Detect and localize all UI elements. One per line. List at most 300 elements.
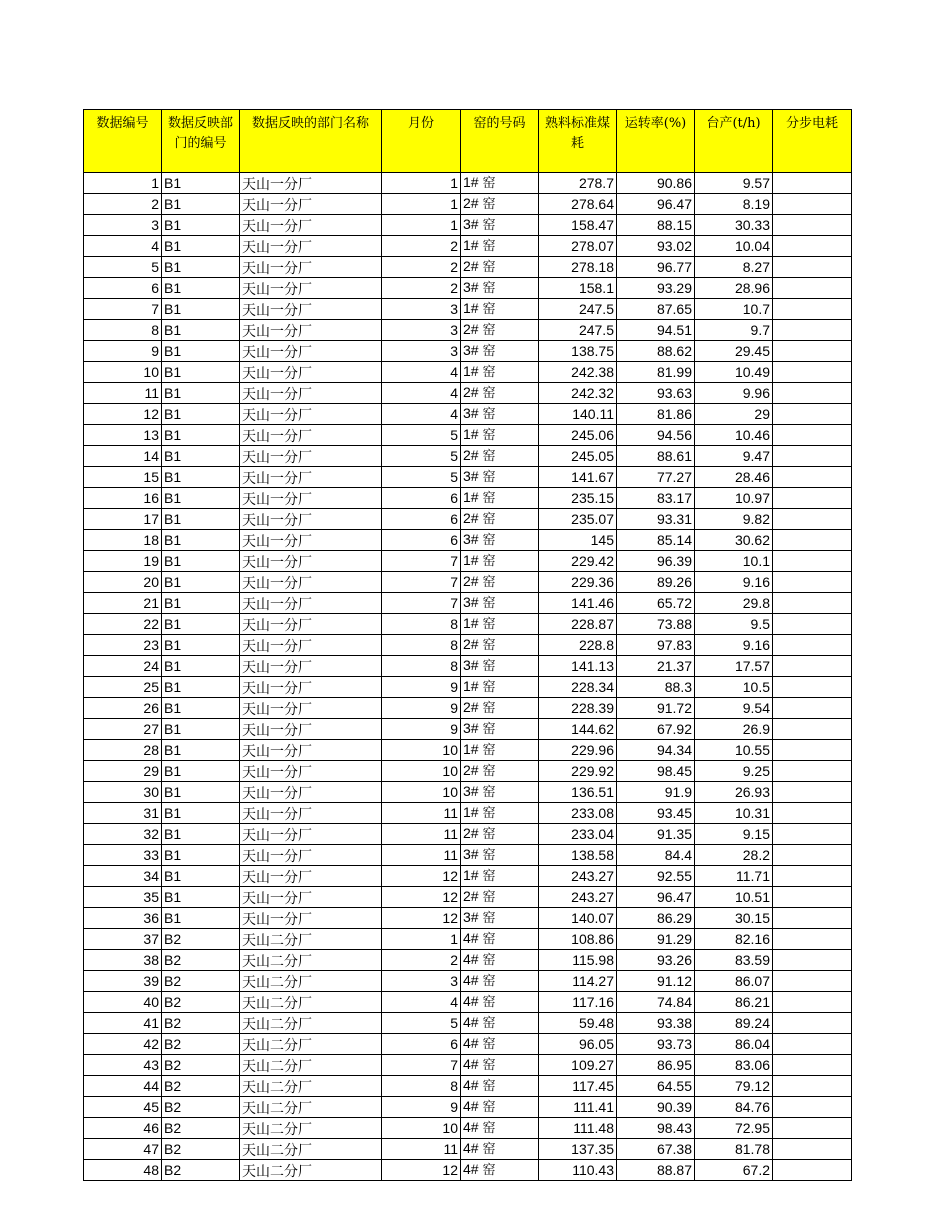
cell-dept-name[interactable]: 天山一分厂 bbox=[240, 866, 382, 887]
cell-month[interactable]: 2 bbox=[382, 278, 461, 299]
cell-data-id[interactable]: 15 bbox=[84, 467, 162, 488]
cell-dept-code[interactable]: B1 bbox=[162, 803, 240, 824]
cell-kiln-no[interactable] bbox=[461, 614, 539, 635]
cell-dept-code[interactable]: B2 bbox=[162, 1013, 240, 1034]
cell-data-id[interactable]: 2 bbox=[84, 194, 162, 215]
cell-coal-consumption[interactable]: 137.35 bbox=[539, 1139, 617, 1160]
cell-month[interactable]: 5 bbox=[382, 425, 461, 446]
cell-power-consumption[interactable] bbox=[773, 908, 852, 929]
cell-dept-name[interactable]: 天山一分厂 bbox=[240, 593, 382, 614]
cell-kiln-no[interactable] bbox=[461, 992, 539, 1013]
cell-output[interactable]: 86.04 bbox=[695, 1034, 773, 1055]
cell-power-consumption[interactable] bbox=[773, 362, 852, 383]
cell-month[interactable]: 5 bbox=[382, 446, 461, 467]
cell-data-id[interactable]: 29 bbox=[84, 761, 162, 782]
cell-dept-code[interactable]: B2 bbox=[162, 1139, 240, 1160]
cell-data-id[interactable]: 3 bbox=[84, 215, 162, 236]
cell-data-id[interactable]: 36 bbox=[84, 908, 162, 929]
cell-kiln-no[interactable] bbox=[461, 593, 539, 614]
cell-month[interactable]: 12 bbox=[382, 887, 461, 908]
cell-data-id[interactable]: 28 bbox=[84, 740, 162, 761]
col-header-data-id[interactable]: 数据编号 bbox=[84, 110, 162, 173]
cell-output[interactable]: 84.76 bbox=[695, 1097, 773, 1118]
cell-power-consumption[interactable] bbox=[773, 299, 852, 320]
cell-power-consumption[interactable] bbox=[773, 824, 852, 845]
cell-month[interactable]: 4 bbox=[382, 383, 461, 404]
cell-month[interactable]: 7 bbox=[382, 572, 461, 593]
cell-dept-code[interactable]: B1 bbox=[162, 383, 240, 404]
cell-dept-code[interactable]: B1 bbox=[162, 551, 240, 572]
cell-output[interactable]: 10.5 bbox=[695, 677, 773, 698]
cell-dept-name[interactable]: 天山一分厂 bbox=[240, 257, 382, 278]
cell-data-id[interactable]: 12 bbox=[84, 404, 162, 425]
cell-data-id[interactable]: 24 bbox=[84, 656, 162, 677]
cell-power-consumption[interactable] bbox=[773, 425, 852, 446]
cell-coal-consumption[interactable]: 138.58 bbox=[539, 845, 617, 866]
cell-output[interactable]: 72.95 bbox=[695, 1118, 773, 1139]
cell-power-consumption[interactable] bbox=[773, 971, 852, 992]
cell-output[interactable]: 9.82 bbox=[695, 509, 773, 530]
cell-month[interactable]: 6 bbox=[382, 530, 461, 551]
cell-kiln-no[interactable] bbox=[461, 509, 539, 530]
cell-dept-code[interactable]: B2 bbox=[162, 929, 240, 950]
cell-power-consumption[interactable] bbox=[773, 194, 852, 215]
cell-dept-code[interactable]: B1 bbox=[162, 530, 240, 551]
cell-output[interactable]: 30.62 bbox=[695, 530, 773, 551]
cell-kiln-no[interactable] bbox=[461, 425, 539, 446]
cell-power-consumption[interactable] bbox=[773, 509, 852, 530]
cell-dept-code[interactable]: B1 bbox=[162, 635, 240, 656]
cell-power-consumption[interactable] bbox=[773, 1013, 852, 1034]
cell-data-id[interactable]: 18 bbox=[84, 530, 162, 551]
cell-data-id[interactable]: 37 bbox=[84, 929, 162, 950]
cell-dept-code[interactable]: B1 bbox=[162, 866, 240, 887]
cell-power-consumption[interactable] bbox=[773, 1034, 852, 1055]
cell-output[interactable]: 10.49 bbox=[695, 362, 773, 383]
cell-kiln-no[interactable] bbox=[461, 530, 539, 551]
cell-data-id[interactable]: 26 bbox=[84, 698, 162, 719]
cell-operating-rate[interactable]: 94.51 bbox=[617, 320, 695, 341]
cell-dept-code[interactable]: B1 bbox=[162, 509, 240, 530]
cell-kiln-no[interactable] bbox=[461, 1118, 539, 1139]
cell-month[interactable]: 9 bbox=[382, 1097, 461, 1118]
cell-power-consumption[interactable] bbox=[773, 320, 852, 341]
cell-data-id[interactable]: 33 bbox=[84, 845, 162, 866]
cell-coal-consumption[interactable]: 59.48 bbox=[539, 1013, 617, 1034]
cell-coal-consumption[interactable]: 111.48 bbox=[539, 1118, 617, 1139]
cell-output[interactable]: 9.7 bbox=[695, 320, 773, 341]
cell-kiln-no[interactable] bbox=[461, 719, 539, 740]
cell-dept-name[interactable]: 天山一分厂 bbox=[240, 299, 382, 320]
cell-kiln-no[interactable] bbox=[461, 1097, 539, 1118]
cell-dept-name[interactable]: 天山二分厂 bbox=[240, 1160, 382, 1181]
cell-coal-consumption[interactable]: 117.16 bbox=[539, 992, 617, 1013]
cell-operating-rate[interactable]: 91.29 bbox=[617, 929, 695, 950]
cell-kiln-no[interactable] bbox=[461, 971, 539, 992]
cell-month[interactable]: 11 bbox=[382, 824, 461, 845]
cell-operating-rate[interactable]: 87.65 bbox=[617, 299, 695, 320]
cell-kiln-no[interactable] bbox=[461, 950, 539, 971]
cell-dept-code[interactable]: B1 bbox=[162, 278, 240, 299]
cell-dept-code[interactable]: B1 bbox=[162, 719, 240, 740]
cell-power-consumption[interactable] bbox=[773, 1160, 852, 1181]
cell-kiln-no[interactable] bbox=[461, 1160, 539, 1181]
cell-operating-rate[interactable]: 88.15 bbox=[617, 215, 695, 236]
cell-data-id[interactable]: 13 bbox=[84, 425, 162, 446]
cell-operating-rate[interactable]: 91.9 bbox=[617, 782, 695, 803]
cell-dept-code[interactable]: B2 bbox=[162, 1160, 240, 1181]
cell-data-id[interactable]: 38 bbox=[84, 950, 162, 971]
cell-power-consumption[interactable] bbox=[773, 383, 852, 404]
cell-power-consumption[interactable] bbox=[773, 404, 852, 425]
cell-power-consumption[interactable] bbox=[773, 992, 852, 1013]
cell-operating-rate[interactable]: 67.38 bbox=[617, 1139, 695, 1160]
cell-data-id[interactable]: 31 bbox=[84, 803, 162, 824]
cell-dept-name[interactable]: 天山一分厂 bbox=[240, 278, 382, 299]
cell-month[interactable]: 7 bbox=[382, 1055, 461, 1076]
cell-kiln-no[interactable] bbox=[461, 320, 539, 341]
cell-month[interactable]: 2 bbox=[382, 236, 461, 257]
cell-kiln-no[interactable] bbox=[461, 1055, 539, 1076]
cell-coal-consumption[interactable]: 140.07 bbox=[539, 908, 617, 929]
cell-month[interactable]: 4 bbox=[382, 992, 461, 1013]
cell-month[interactable]: 12 bbox=[382, 908, 461, 929]
cell-coal-consumption[interactable]: 247.5 bbox=[539, 299, 617, 320]
cell-operating-rate[interactable]: 81.86 bbox=[617, 404, 695, 425]
cell-operating-rate[interactable]: 93.38 bbox=[617, 1013, 695, 1034]
cell-data-id[interactable]: 11 bbox=[84, 383, 162, 404]
cell-dept-name[interactable]: 天山一分厂 bbox=[240, 488, 382, 509]
cell-data-id[interactable]: 30 bbox=[84, 782, 162, 803]
cell-dept-name[interactable]: 天山一分厂 bbox=[240, 908, 382, 929]
col-header-coal-consumption[interactable]: 熟料标准煤耗 bbox=[539, 110, 617, 173]
cell-coal-consumption[interactable]: 158.1 bbox=[539, 278, 617, 299]
cell-kiln-no[interactable] bbox=[461, 299, 539, 320]
cell-power-consumption[interactable] bbox=[773, 1139, 852, 1160]
cell-output[interactable]: 9.54 bbox=[695, 698, 773, 719]
cell-power-consumption[interactable] bbox=[773, 761, 852, 782]
cell-kiln-no[interactable] bbox=[461, 236, 539, 257]
cell-coal-consumption[interactable]: 235.07 bbox=[539, 509, 617, 530]
cell-output[interactable]: 10.7 bbox=[695, 299, 773, 320]
cell-dept-name[interactable]: 天山一分厂 bbox=[240, 803, 382, 824]
cell-kiln-no[interactable] bbox=[461, 383, 539, 404]
cell-data-id[interactable]: 1 bbox=[84, 173, 162, 194]
cell-kiln-no[interactable] bbox=[461, 446, 539, 467]
cell-month[interactable]: 5 bbox=[382, 1013, 461, 1034]
cell-month[interactable]: 8 bbox=[382, 656, 461, 677]
col-header-dept-code[interactable]: 数据反映部门的编号 bbox=[162, 110, 240, 173]
cell-operating-rate[interactable]: 21.37 bbox=[617, 656, 695, 677]
cell-dept-name[interactable]: 天山一分厂 bbox=[240, 341, 382, 362]
cell-output[interactable]: 9.15 bbox=[695, 824, 773, 845]
cell-output[interactable]: 10.97 bbox=[695, 488, 773, 509]
cell-dept-code[interactable]: B2 bbox=[162, 971, 240, 992]
cell-output[interactable]: 83.59 bbox=[695, 950, 773, 971]
cell-coal-consumption[interactable]: 228.87 bbox=[539, 614, 617, 635]
cell-dept-code[interactable]: B1 bbox=[162, 299, 240, 320]
cell-coal-consumption[interactable]: 233.04 bbox=[539, 824, 617, 845]
cell-operating-rate[interactable]: 94.34 bbox=[617, 740, 695, 761]
cell-operating-rate[interactable]: 90.86 bbox=[617, 173, 695, 194]
cell-output[interactable]: 28.2 bbox=[695, 845, 773, 866]
cell-coal-consumption[interactable]: 111.41 bbox=[539, 1097, 617, 1118]
cell-month[interactable]: 12 bbox=[382, 1160, 461, 1181]
cell-output[interactable]: 86.07 bbox=[695, 971, 773, 992]
cell-dept-name[interactable]: 天山二分厂 bbox=[240, 1055, 382, 1076]
cell-coal-consumption[interactable]: 115.98 bbox=[539, 950, 617, 971]
cell-dept-name[interactable]: 天山一分厂 bbox=[240, 530, 382, 551]
col-header-operating-rate[interactable]: 运转率(%) bbox=[617, 110, 695, 173]
cell-coal-consumption[interactable]: 109.27 bbox=[539, 1055, 617, 1076]
cell-kiln-no[interactable] bbox=[461, 1013, 539, 1034]
cell-dept-name[interactable]: 天山一分厂 bbox=[240, 425, 382, 446]
cell-power-consumption[interactable] bbox=[773, 530, 852, 551]
cell-operating-rate[interactable]: 86.95 bbox=[617, 1055, 695, 1076]
cell-month[interactable]: 9 bbox=[382, 698, 461, 719]
cell-month[interactable]: 2 bbox=[382, 950, 461, 971]
cell-output[interactable]: 9.57 bbox=[695, 173, 773, 194]
cell-kiln-no[interactable] bbox=[461, 1139, 539, 1160]
cell-dept-name[interactable]: 天山一分厂 bbox=[240, 383, 382, 404]
cell-dept-name[interactable]: 天山一分厂 bbox=[240, 551, 382, 572]
cell-kiln-no[interactable] bbox=[461, 215, 539, 236]
col-header-dept-name[interactable]: 数据反映的部门名称 bbox=[240, 110, 382, 173]
cell-month[interactable]: 10 bbox=[382, 1118, 461, 1139]
cell-power-consumption[interactable] bbox=[773, 278, 852, 299]
cell-output[interactable]: 83.06 bbox=[695, 1055, 773, 1076]
cell-kiln-no[interactable] bbox=[461, 404, 539, 425]
cell-dept-code[interactable]: B2 bbox=[162, 992, 240, 1013]
cell-kiln-no[interactable] bbox=[461, 698, 539, 719]
cell-dept-code[interactable]: B2 bbox=[162, 1055, 240, 1076]
cell-operating-rate[interactable]: 93.63 bbox=[617, 383, 695, 404]
cell-output[interactable]: 8.19 bbox=[695, 194, 773, 215]
cell-month[interactable]: 4 bbox=[382, 362, 461, 383]
cell-output[interactable]: 10.51 bbox=[695, 887, 773, 908]
cell-kiln-no[interactable] bbox=[461, 761, 539, 782]
cell-output[interactable]: 10.31 bbox=[695, 803, 773, 824]
cell-output[interactable]: 29 bbox=[695, 404, 773, 425]
cell-operating-rate[interactable]: 96.39 bbox=[617, 551, 695, 572]
cell-output[interactable]: 9.47 bbox=[695, 446, 773, 467]
cell-kiln-no[interactable] bbox=[461, 887, 539, 908]
cell-dept-name[interactable]: 天山一分厂 bbox=[240, 446, 382, 467]
col-header-output[interactable]: 台产(t/h) bbox=[695, 110, 773, 173]
cell-month[interactable]: 8 bbox=[382, 635, 461, 656]
cell-dept-name[interactable]: 天山一分厂 bbox=[240, 467, 382, 488]
cell-kiln-no[interactable] bbox=[461, 467, 539, 488]
cell-data-id[interactable]: 23 bbox=[84, 635, 162, 656]
cell-operating-rate[interactable]: 88.3 bbox=[617, 677, 695, 698]
cell-output[interactable]: 9.96 bbox=[695, 383, 773, 404]
cell-dept-name[interactable]: 天山一分厂 bbox=[240, 362, 382, 383]
cell-coal-consumption[interactable]: 141.13 bbox=[539, 656, 617, 677]
cell-kiln-no[interactable] bbox=[461, 1076, 539, 1097]
cell-power-consumption[interactable] bbox=[773, 551, 852, 572]
cell-data-id[interactable]: 44 bbox=[84, 1076, 162, 1097]
cell-coal-consumption[interactable]: 136.51 bbox=[539, 782, 617, 803]
cell-data-id[interactable]: 21 bbox=[84, 593, 162, 614]
cell-operating-rate[interactable]: 90.39 bbox=[617, 1097, 695, 1118]
cell-output[interactable]: 89.24 bbox=[695, 1013, 773, 1034]
cell-data-id[interactable]: 8 bbox=[84, 320, 162, 341]
cell-month[interactable]: 11 bbox=[382, 845, 461, 866]
cell-coal-consumption[interactable]: 242.38 bbox=[539, 362, 617, 383]
cell-coal-consumption[interactable]: 228.39 bbox=[539, 698, 617, 719]
cell-power-consumption[interactable] bbox=[773, 740, 852, 761]
cell-data-id[interactable]: 27 bbox=[84, 719, 162, 740]
cell-power-consumption[interactable] bbox=[773, 614, 852, 635]
cell-output[interactable]: 8.27 bbox=[695, 257, 773, 278]
cell-dept-name[interactable]: 天山一分厂 bbox=[240, 215, 382, 236]
cell-kiln-no[interactable] bbox=[461, 488, 539, 509]
cell-dept-code[interactable]: B1 bbox=[162, 782, 240, 803]
cell-operating-rate[interactable]: 91.35 bbox=[617, 824, 695, 845]
cell-dept-code[interactable]: B1 bbox=[162, 467, 240, 488]
cell-dept-code[interactable]: B2 bbox=[162, 950, 240, 971]
cell-month[interactable]: 6 bbox=[382, 509, 461, 530]
cell-month[interactable]: 8 bbox=[382, 614, 461, 635]
cell-dept-code[interactable]: B1 bbox=[162, 320, 240, 341]
cell-operating-rate[interactable]: 74.84 bbox=[617, 992, 695, 1013]
cell-month[interactable]: 4 bbox=[382, 404, 461, 425]
col-header-month[interactable]: 月份 bbox=[382, 110, 461, 173]
cell-operating-rate[interactable]: 67.92 bbox=[617, 719, 695, 740]
cell-data-id[interactable]: 34 bbox=[84, 866, 162, 887]
cell-kiln-no[interactable] bbox=[461, 341, 539, 362]
cell-coal-consumption[interactable]: 278.7 bbox=[539, 173, 617, 194]
cell-coal-consumption[interactable]: 247.5 bbox=[539, 320, 617, 341]
cell-dept-code[interactable]: B1 bbox=[162, 677, 240, 698]
cell-power-consumption[interactable] bbox=[773, 1097, 852, 1118]
cell-dept-name[interactable]: 天山二分厂 bbox=[240, 950, 382, 971]
cell-data-id[interactable]: 20 bbox=[84, 572, 162, 593]
cell-power-consumption[interactable] bbox=[773, 950, 852, 971]
cell-coal-consumption[interactable]: 144.62 bbox=[539, 719, 617, 740]
cell-operating-rate[interactable]: 88.61 bbox=[617, 446, 695, 467]
cell-operating-rate[interactable]: 81.99 bbox=[617, 362, 695, 383]
cell-operating-rate[interactable]: 91.12 bbox=[617, 971, 695, 992]
cell-power-consumption[interactable] bbox=[773, 803, 852, 824]
cell-kiln-no[interactable] bbox=[461, 257, 539, 278]
cell-operating-rate[interactable]: 96.77 bbox=[617, 257, 695, 278]
cell-power-consumption[interactable] bbox=[773, 866, 852, 887]
cell-power-consumption[interactable] bbox=[773, 887, 852, 908]
cell-power-consumption[interactable] bbox=[773, 593, 852, 614]
cell-operating-rate[interactable]: 64.55 bbox=[617, 1076, 695, 1097]
cell-coal-consumption[interactable]: 245.05 bbox=[539, 446, 617, 467]
cell-dept-name[interactable]: 天山一分厂 bbox=[240, 656, 382, 677]
cell-data-id[interactable]: 22 bbox=[84, 614, 162, 635]
cell-dept-code[interactable]: B1 bbox=[162, 593, 240, 614]
cell-month[interactable]: 3 bbox=[382, 320, 461, 341]
cell-operating-rate[interactable]: 77.27 bbox=[617, 467, 695, 488]
cell-month[interactable]: 3 bbox=[382, 341, 461, 362]
cell-coal-consumption[interactable]: 141.67 bbox=[539, 467, 617, 488]
cell-kiln-no[interactable] bbox=[461, 929, 539, 950]
cell-month[interactable]: 5 bbox=[382, 467, 461, 488]
cell-data-id[interactable]: 10 bbox=[84, 362, 162, 383]
cell-month[interactable]: 9 bbox=[382, 677, 461, 698]
cell-coal-consumption[interactable]: 110.43 bbox=[539, 1160, 617, 1181]
cell-data-id[interactable]: 19 bbox=[84, 551, 162, 572]
cell-coal-consumption[interactable]: 229.42 bbox=[539, 551, 617, 572]
cell-data-id[interactable]: 45 bbox=[84, 1097, 162, 1118]
cell-power-consumption[interactable] bbox=[773, 1076, 852, 1097]
cell-output[interactable]: 67.2 bbox=[695, 1160, 773, 1181]
cell-dept-code[interactable]: B1 bbox=[162, 173, 240, 194]
cell-kiln-no[interactable] bbox=[461, 173, 539, 194]
cell-dept-name[interactable]: 天山一分厂 bbox=[240, 719, 382, 740]
cell-operating-rate[interactable]: 92.55 bbox=[617, 866, 695, 887]
cell-dept-name[interactable]: 天山一分厂 bbox=[240, 740, 382, 761]
cell-data-id[interactable]: 32 bbox=[84, 824, 162, 845]
cell-output[interactable]: 29.8 bbox=[695, 593, 773, 614]
cell-kiln-no[interactable] bbox=[461, 803, 539, 824]
cell-output[interactable]: 11.71 bbox=[695, 866, 773, 887]
cell-operating-rate[interactable]: 93.26 bbox=[617, 950, 695, 971]
cell-output[interactable]: 10.46 bbox=[695, 425, 773, 446]
cell-dept-code[interactable]: B1 bbox=[162, 404, 240, 425]
cell-operating-rate[interactable]: 93.31 bbox=[617, 509, 695, 530]
cell-dept-name[interactable]: 天山一分厂 bbox=[240, 509, 382, 530]
cell-output[interactable]: 10.04 bbox=[695, 236, 773, 257]
cell-power-consumption[interactable] bbox=[773, 845, 852, 866]
cell-power-consumption[interactable] bbox=[773, 341, 852, 362]
cell-month[interactable]: 1 bbox=[382, 929, 461, 950]
cell-month[interactable]: 6 bbox=[382, 488, 461, 509]
cell-power-consumption[interactable] bbox=[773, 929, 852, 950]
cell-output[interactable]: 29.45 bbox=[695, 341, 773, 362]
cell-dept-name[interactable]: 天山一分厂 bbox=[240, 173, 382, 194]
cell-operating-rate[interactable]: 83.17 bbox=[617, 488, 695, 509]
cell-coal-consumption[interactable]: 245.06 bbox=[539, 425, 617, 446]
cell-output[interactable]: 10.1 bbox=[695, 551, 773, 572]
cell-month[interactable]: 3 bbox=[382, 971, 461, 992]
cell-data-id[interactable]: 25 bbox=[84, 677, 162, 698]
cell-power-consumption[interactable] bbox=[773, 215, 852, 236]
cell-coal-consumption[interactable]: 114.27 bbox=[539, 971, 617, 992]
cell-coal-consumption[interactable]: 108.86 bbox=[539, 929, 617, 950]
cell-operating-rate[interactable]: 91.72 bbox=[617, 698, 695, 719]
cell-dept-name[interactable]: 天山二分厂 bbox=[240, 1076, 382, 1097]
cell-power-consumption[interactable] bbox=[773, 1055, 852, 1076]
cell-dept-name[interactable]: 天山一分厂 bbox=[240, 761, 382, 782]
cell-operating-rate[interactable]: 89.26 bbox=[617, 572, 695, 593]
cell-dept-code[interactable]: B1 bbox=[162, 908, 240, 929]
cell-kiln-no[interactable] bbox=[461, 572, 539, 593]
cell-dept-code[interactable]: B1 bbox=[162, 425, 240, 446]
cell-dept-code[interactable]: B1 bbox=[162, 572, 240, 593]
cell-coal-consumption[interactable]: 278.07 bbox=[539, 236, 617, 257]
cell-dept-code[interactable]: B1 bbox=[162, 341, 240, 362]
col-header-power-consumption[interactable]: 分步电耗 bbox=[773, 110, 852, 173]
cell-dept-code[interactable]: B2 bbox=[162, 1076, 240, 1097]
cell-output[interactable]: 9.25 bbox=[695, 761, 773, 782]
cell-kiln-no[interactable] bbox=[461, 908, 539, 929]
cell-operating-rate[interactable]: 93.73 bbox=[617, 1034, 695, 1055]
cell-dept-code[interactable]: B2 bbox=[162, 1097, 240, 1118]
cell-data-id[interactable]: 42 bbox=[84, 1034, 162, 1055]
cell-month[interactable]: 2 bbox=[382, 257, 461, 278]
cell-output[interactable]: 82.16 bbox=[695, 929, 773, 950]
cell-operating-rate[interactable]: 93.29 bbox=[617, 278, 695, 299]
cell-data-id[interactable]: 43 bbox=[84, 1055, 162, 1076]
cell-dept-name[interactable]: 天山二分厂 bbox=[240, 929, 382, 950]
cell-coal-consumption[interactable]: 233.08 bbox=[539, 803, 617, 824]
cell-coal-consumption[interactable]: 96.05 bbox=[539, 1034, 617, 1055]
